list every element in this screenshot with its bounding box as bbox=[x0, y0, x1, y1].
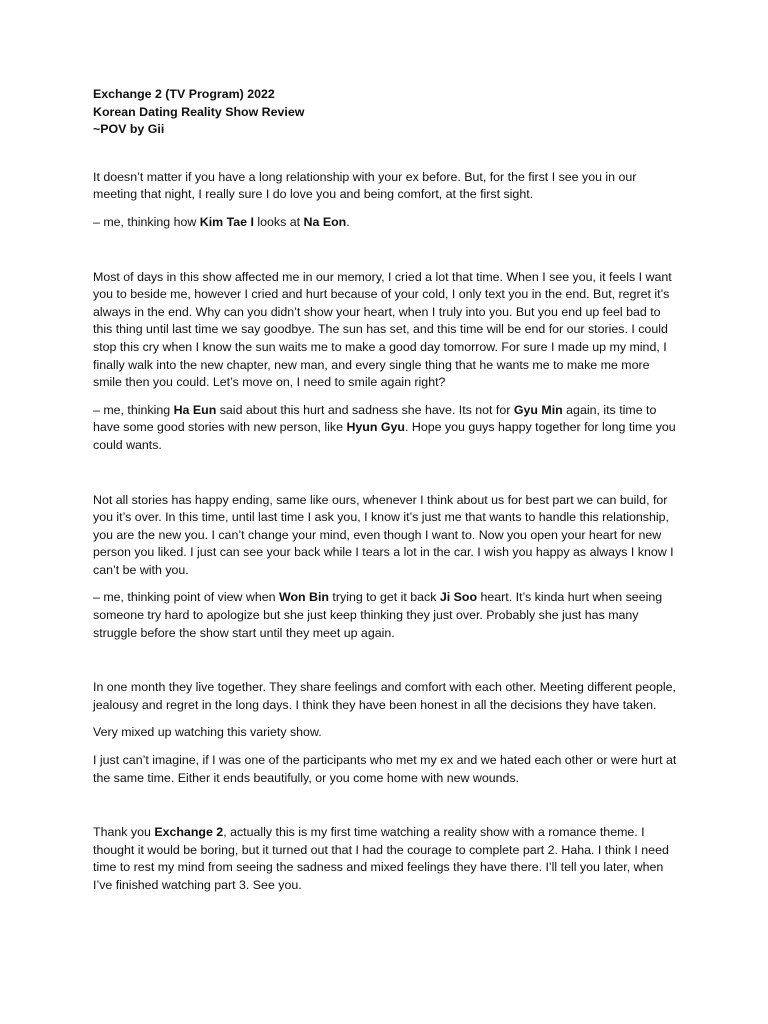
section4-paragraph-2: Very mixed up watching this variety show. bbox=[93, 725, 322, 740]
name-kim-tae-i: Kim Tae I bbox=[199, 214, 254, 229]
name-ha-eun: Ha Eun bbox=[173, 402, 217, 417]
section4-paragraph-1: In one month they live together. They share feelings and comfort with each other. Meeting different people, jealousy and regret in the long days. I think they have been honest in all the decisions they have taken. bbox=[93, 680, 676, 712]
closing-paragraph: Thank you Exchange 2, actually this is my first time watching a reality show with a romance theme. I thought it would be boring, but it turned out that I had the courage to complete part 2. Haha. I think I need time to rest my mind from seeing the sadness and mixed feelings they have there. I’ll tell you later, when I’ve finished watching part 3. See you. bbox=[93, 825, 669, 892]
name-na-eon: Na Eon bbox=[303, 214, 347, 229]
section2-paragraph: Most of days in this show affected me in our memory, I cried a lot that time. When I see you, it feels I want you to beside me, however I cried and hurt because of your cold, I only text you in the end. But, regret it’s always in the end. Why can you didn’t show your heart, when I truly into you. But you end up feel bad to this thing until last time we say goodbye. The sun has set, and this time will be end for our stories. I could stop this cry when I know the sun waits me to make a good day tomorrow. For sure I made up my mind, I finally walk into the new chapter, new man, and every single thing that he wants me to make me more smile then you could. Let’s move on, I need to smile again right? bbox=[93, 269, 672, 390]
name-hyun-gyu: Hyun Gyu bbox=[346, 420, 405, 435]
section2-quote: – me, thinking Ha Eun said about this hurt and sadness she have. Its not for Gyu Min again, its time to have some good stories with new person, like Hyun Gyu. Hope you guys happy together for long time you could wants. bbox=[93, 402, 676, 452]
document-header bbox=[93, 86, 678, 139]
section4-paragraph-3: I just can’t imagine, if I was one of the participants who met my ex and we hated each other or were hurt at the same time. Either it ends beautifully, or you come home with new wounds. bbox=[93, 753, 677, 785]
document-author: ~POV by Gii bbox=[93, 122, 165, 137]
name-ji-soo: Ji Soo bbox=[439, 590, 478, 605]
document-title: Exchange 2 (TV Program) 2022 bbox=[93, 87, 275, 101]
section1-quote: – me, thinking how Kim Tae I looks at Na Eon. bbox=[93, 214, 350, 229]
name-won-bin: Won Bin bbox=[278, 590, 329, 605]
document-subtitle: Korean Dating Reality Show Review bbox=[93, 104, 305, 119]
document-page bbox=[93, 86, 678, 895]
show-name-exchange-2: Exchange 2 bbox=[154, 825, 224, 840]
section1-paragraph: It doesn’t matter if you have a long relationship with your ex before. But, for the first I see you in our meeting that night, I really sure I do love you and being comfort, at the first sight. bbox=[93, 169, 637, 202]
section3-quote: – me, thinking point of view when Won Bin trying to get it back Ji Soo heart. It’s kinda hurt when seeing someone try hard to apologize but she just keep thinking they just over. Probably she just has many struggle before the show start until they meet up again. bbox=[93, 590, 663, 640]
section3-paragraph: Not all stories has happy ending, same like ours, whenever I think about us for best part we can build, for you it’s over. In this time, until last time I ask you, I know it’s just me that wants to handle this relationship, you are the new you. I can’t change your mind, even though I want to. Now you open your heart for new person you liked. I just can see your back while I tears a lot in the car. I wish you happy as always I know I can’t be with you. bbox=[93, 492, 674, 577]
name-gyu-min: Gyu Min bbox=[513, 402, 563, 417]
